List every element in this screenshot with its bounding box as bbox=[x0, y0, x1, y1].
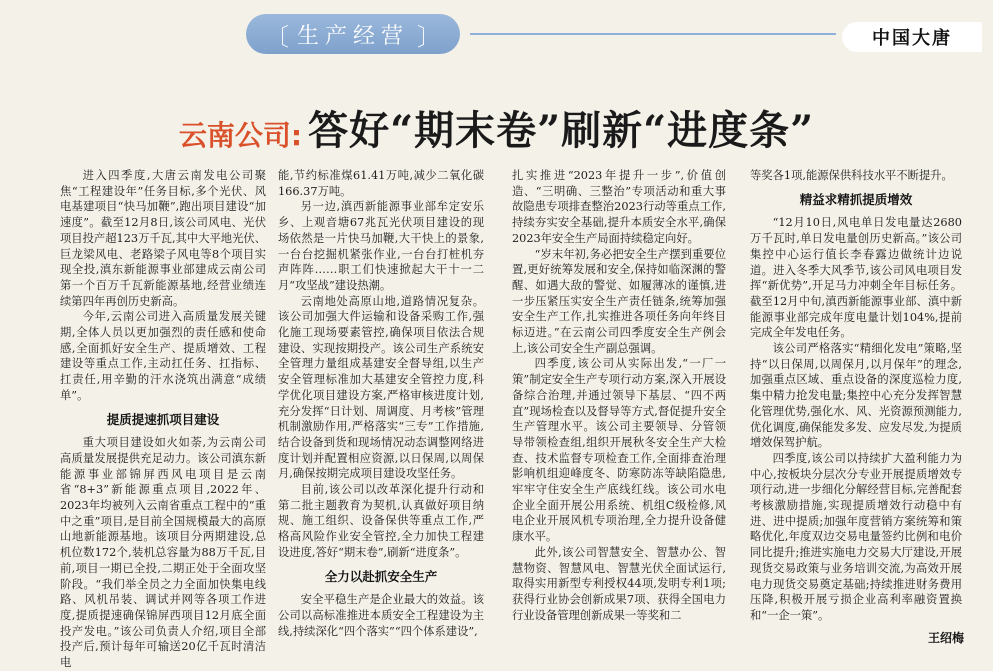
paragraph: 能,节约标准煤61.41万吨,减少二氧化碳166.37万吨。 bbox=[278, 169, 484, 198]
paragraph: 等奖各1项,能源保供科技水平不断提升。 bbox=[750, 169, 953, 182]
paragraph: 今年,云南公司进入高质量发展关键期,全体人员以更加强烈的责任感和使命感,全面抓好安全生产、提质增效、工程建设等重点工作,主动扛任务、扛指标、扛责任,用辛勤的汗水浇筑出满意“成绩单”。 bbox=[60, 310, 266, 402]
article-column-2 bbox=[278, 168, 484, 644]
paragraph: 四季度,该公司从实际出发,“一厂一策”制定安全生产专项行动方案,深入开展设备综合治理,并通过领导下基层、“四不两直”现场检查以及督导等方式,督促提升安全生产管理水平。该公司主要领导、分管领导带领检查组,组织开展秋冬安全生产大检查、技术监督专项检查工作,全面排查治理影响机组迎峰度冬、防寒防冻等缺陷隐患,牢牢守住安全生产底线红线。该公司水电企业全面开展公用系统、机组C级检修,风电企业开展风机专项治理,全力提升设备健康水平。 bbox=[512, 357, 726, 544]
paragraph: “岁末年初,务必把安全生产摆到重要位置,更好统筹发展和安全,保持如临深渊的警醒、如遇大敌的警觉、如履薄冰的谨慎,进一步压紧压实安全生产责任链条,统筹加强安全生产工作,扎实推进各项任务向年终目标迈进。”在云南公司四季度安全生产例会上,该公司安全生产副总强调。 bbox=[512, 247, 726, 355]
bracket-right: 〕 bbox=[417, 22, 441, 51]
page-header bbox=[0, 0, 993, 62]
article-column-1 bbox=[60, 168, 266, 670]
headline-org: 云南公司: bbox=[178, 119, 303, 152]
article-column-4 bbox=[750, 168, 965, 645]
brand-name: 中国大唐 bbox=[842, 22, 982, 52]
paragraph: 此外,该公司智慧安全、智慧办公、智慧物资、智慧风电、智慧光伏全面试运行,取得实用新型专利授权44项,发明专利1项;获得行业协会创新成果7项、获得全国电力行业设备管理创新成果一等奖和二 bbox=[512, 545, 726, 622]
section-label: 生产经营 bbox=[296, 23, 409, 49]
paragraph: 扎实推进“2023年提升一步”,价值创造、“三明确、三整治”专项活动和重大事故隐患专项排查整治2023行动等重点工作,持续夯实安全基础,提升本质安全水平,确保2023年安全生产局面持续稳定向好。 bbox=[512, 169, 726, 245]
subheading: 精益求精抓提质增效 bbox=[799, 191, 913, 207]
paragraph: “12月10日,风电单日发电量达2680万千瓦时,单日发电量创历史新高。”该公司集控中心运行值长李春露边做统计边说道。进入冬季大风季节,该公司风电项目发挥“新优势”,开足马力冲刺全年目标任务。截至12月中旬,滇西新能源事业部、滇中新能源事业部完成年度电量计划104%,提前完成全年发电任务。 bbox=[750, 216, 962, 340]
paragraph: 安全平稳生产是企业最大的效益。该公司以高标准推进本质安全工程建设为主线,持续深化“四个落实”“四个体系建设”, bbox=[278, 593, 484, 638]
header-rule bbox=[470, 33, 836, 35]
section-tag bbox=[246, 14, 460, 54]
article-column-3 bbox=[512, 168, 726, 644]
paragraph: 另一边,滇西新能源事业部牟定安乐乡、上观音塘67兆瓦光伏项目建设的现场依然是一片快马加鞭,大干快上的景象,一台台挖掘机紧张作业,一台台打桩机夯声阵阵……职工们快速掀起大干十一二月“攻坚战”建设热潮。 bbox=[278, 200, 484, 292]
paragraph: 重大项目建设如火如荼,为云南公司高质量发展提供充足动力。该公司滇东新能源事业部锦屏西风电项目是云南省“8+3”新能源重点项目,2022年、2023年均被列入云南省重点工程中的“重中之重”项目,是目前全国规模最大的高原山地新能源基地。该项目分两期建设,总机位数172个,装机总容量为88万千瓦,目前,项目一期已全投,二期正处于全面攻坚阶段。“我们举全员之力全面加快集电线路、风机吊装、调试并网等各项工作进度,提质提速确保锦屏西项目12月底全面投产发电。”该公司负责人介绍,项目全部投产后,预计每年可输送20亿千瓦时清洁电 bbox=[60, 436, 266, 670]
subheading: 提质提速抓项目建设 bbox=[106, 411, 220, 427]
paragraph: 云南地处高原山地,道路情况复杂。该公司加强大件运输和设备采购工作,强化施工现场要素管控,确保项目依法合规建设、实现按期投产。该公司生产系统安全管理力量组成基建安全督导组,以生产安全管理标准加大基建安全管控力度,科学优化项目建设方案,严格审核进度计划,充分发挥“日计划、周调度、月考核”管理机制激励作用,严格落实“三专”工作措施,结合设备到货和现场情况动态调整网络进度计划并配置相应资源,以日保周,以周保月,确保按期完成项目建设攻坚任务。 bbox=[278, 294, 484, 481]
subheading: 全力以赴抓安全生产 bbox=[324, 568, 438, 584]
author-byline: 王绍梅 bbox=[928, 631, 965, 645]
headline-title: 答好“期末卷”刷新“进度条” bbox=[308, 106, 815, 154]
paragraph: 进入四季度,大唐云南发电公司聚焦“工程建设年”任务目标,多个光伏、风电基建项目“快马加鞭”,跑出项目建设“加速度”。截至12月8日,该公司风电、光伏项目投产超123万千瓦,其中大平地光伏、巨龙梁风电、老路梁子风电等8个项目实现全投,滇东新能源事业部建成云南公司第一个百万千瓦新能源基地,经营业绩连续第四年再创历史新高。 bbox=[60, 169, 266, 308]
bracket-left: 〔 bbox=[264, 22, 289, 51]
paragraph: 四季度,该公司以持续扩大盈利能力为中心,按板块分层次分专业开展提质增效专项行动,进一步细化分解经营目标,完善配套考核激励措施,实现提质增效行动稳中有进、进中提质;加强年度营销方案统筹和策略优化,年度双边交易电量签约比例和电价同比提升;推进实施电力交易大厅建设,开展现货交易政策与业务培训交流,为高效开展电力现货交易奠定基础;持续推进财务费用压降,积极开展亏损企业高利率融资置换和“一企一策”。 bbox=[750, 451, 962, 622]
article-body bbox=[60, 168, 970, 670]
paragraph: 该公司严格落实“精细化发电”策略,坚持“以日保周,以周保月,以月保年”的理念,加强重点区域、重点设备的深度巡检力度,集中精力抢发电量;集控中心充分发挥智慧化管理优势,强化水、风、光资源预测能力,优化调度,确保能发多发、应发尽发,为提质增效保驾护航。 bbox=[750, 342, 962, 450]
paragraph: 目前,该公司以改革深化提升行动和第二批主题教育为契机,认真做好项目纳规、施工组织、设备保供等重点工作,严格高风险作业安全管控,全力加快工程建设进度,答好“期末卷”,刷新“进度条”。 bbox=[278, 483, 484, 559]
headline bbox=[0, 92, 993, 162]
